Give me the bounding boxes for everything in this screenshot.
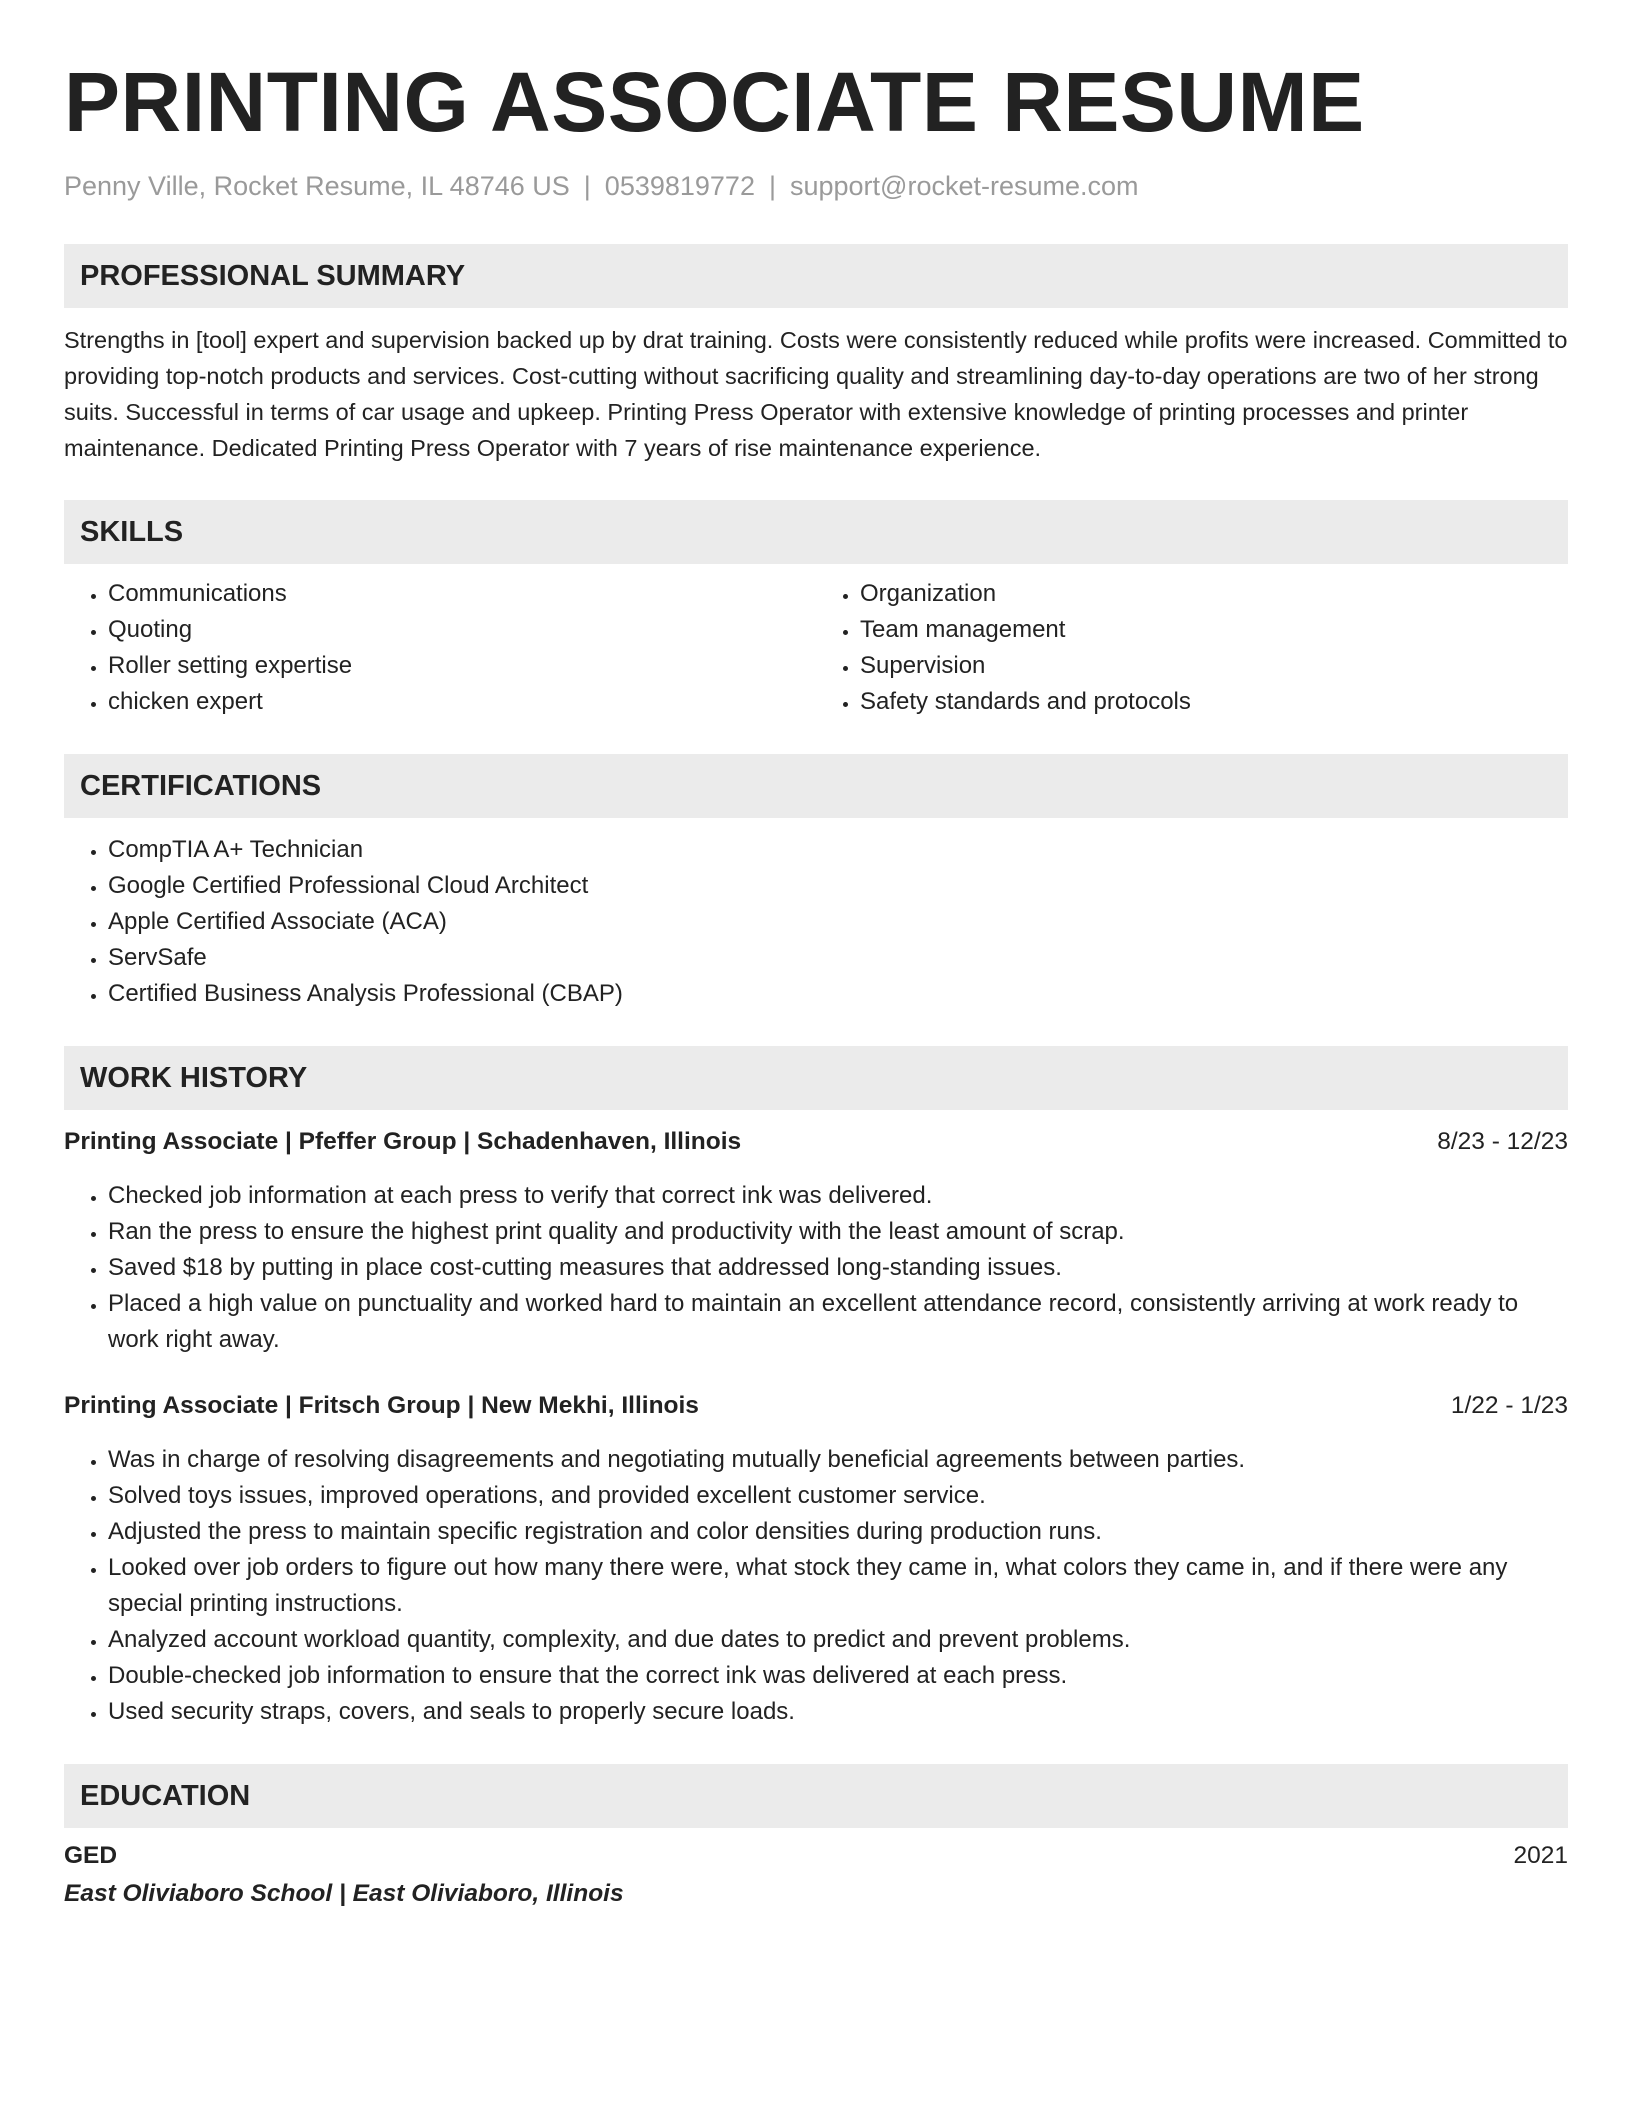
certification-item: • Google Certified Professional Cloud Architect — [108, 868, 1568, 904]
job-title: Printing Associate | Pfeffer Group | Schadenhaven, Illinois — [64, 1128, 742, 1155]
work-section — [64, 1046, 1568, 1730]
skill-item: • Quoting — [108, 612, 816, 648]
skill-item: • chicken expert — [108, 684, 816, 720]
job-bullet: • Looked over job orders to figure out how many there were, what stock they came in, what colors they came in, and if there were any special printing instructions. — [108, 1550, 1568, 1622]
summary-section — [64, 244, 1568, 466]
skill-item: • Organization — [860, 576, 1568, 612]
contact-separator: | — [583, 171, 591, 201]
certification-item: • CompTIA A+ Technician — [108, 832, 1568, 868]
education-body — [64, 1838, 1568, 1912]
skills-section — [64, 500, 1568, 720]
education-degree: GED — [64, 1842, 118, 1869]
skills-heading: SKILLS — [64, 500, 1568, 564]
skill-item: • Communications — [108, 576, 816, 612]
summary-body — [64, 322, 1568, 466]
skill-item: • Supervision — [860, 648, 1568, 684]
work-heading: WORK HISTORY — [64, 1046, 1568, 1110]
job-dates: 8/23 - 12/23 — [1437, 1128, 1568, 1155]
job-title: Printing Associate | Fritsch Group | New Mekhi, Illinois — [64, 1392, 699, 1419]
contact-address: Penny Ville, Rocket Resume, IL 48746 US — [64, 171, 570, 201]
certifications-body — [64, 832, 1568, 1012]
skill-item: • Roller setting expertise — [108, 648, 816, 684]
job-bullet: • Was in charge of resolving disagreements and negotiating mutually beneficial agreements between parties. — [108, 1442, 1568, 1478]
job-bullets — [64, 1442, 1568, 1730]
job-bullet: • Saved $18 by putting in place cost-cutting measures that addressed long-standing issues. — [108, 1250, 1568, 1286]
skills-list-left — [64, 576, 816, 720]
job-bullets — [64, 1178, 1568, 1358]
certification-item: • Certified Business Analysis Professional (CBAP) — [108, 976, 1568, 1012]
education-year: 2021 — [1513, 1842, 1568, 1869]
job-entry — [64, 1124, 1568, 1358]
page-title: PRINTING ASSOCIATE RESUME — [64, 55, 1365, 149]
certifications-heading: CERTIFICATIONS — [64, 754, 1568, 818]
certification-item: • ServSafe — [108, 940, 1568, 976]
certifications-section — [64, 754, 1568, 1012]
certifications-list — [64, 832, 1568, 1012]
job-bullet: • Ran the press to ensure the highest print quality and productivity with the least amount of scrap. — [108, 1214, 1568, 1250]
contact-email: support@rocket-resume.com — [789, 171, 1139, 201]
summary-text: Strengths in [tool] expert and supervision backed up by drat training. Costs were consistently reduced while profits were increased. Committed to providing top-notch products and services. Cost-cutting without sacrificing quality and streamlining day-to-day operations are two of her strong suits. Successful in terms of car usage and upkeep. Printing Press Operator with extensive knowledge of printing processes and printer maintenance. Dedicated Printing Press Operator with 7 years of rise maintenance experience. — [64, 327, 1568, 461]
education-header — [64, 1838, 1568, 1874]
job-dates: 1/22 - 1/23 — [1450, 1392, 1568, 1419]
job-bullet: • Double-checked job information to ensure that the correct ink was delivered at each press. — [108, 1658, 1568, 1694]
job-bullet: • Adjusted the press to maintain specific registration and color densities during production runs. — [108, 1514, 1568, 1550]
job-header — [64, 1124, 1568, 1160]
skills-list-right — [816, 576, 1568, 720]
education-heading: EDUCATION — [64, 1764, 1568, 1828]
job-header — [64, 1388, 1568, 1424]
job-bullet: • Placed a high value on punctuality and worked hard to maintain an excellent attendance record, consistently arriving at work ready to work right away. — [108, 1286, 1568, 1358]
job-bullet: • Solved toys issues, improved operations, and provided excellent customer service. — [108, 1478, 1568, 1514]
skill-item: • Safety standards and protocols — [860, 684, 1568, 720]
certification-item: • Apple Certified Associate (ACA) — [108, 904, 1568, 940]
job-entry — [64, 1388, 1568, 1730]
job-bullet: • Checked job information at each press to verify that correct ink was delivered. — [108, 1178, 1568, 1214]
skill-item: • Team management — [860, 612, 1568, 648]
education-school: East Oliviaboro School | East Oliviaboro, Illinois — [64, 1880, 624, 1907]
summary-heading: PROFESSIONAL SUMMARY — [64, 244, 1568, 308]
work-body — [64, 1124, 1568, 1730]
contact-separator: | — [768, 171, 776, 201]
job-bullet: • Used security straps, covers, and seals to properly secure loads. — [108, 1694, 1568, 1730]
education-section — [64, 1764, 1568, 1912]
contact-phone: 0539819772 — [604, 171, 755, 201]
job-bullet: • Analyzed account workload quantity, complexity, and due dates to predict and prevent problems. — [108, 1622, 1568, 1658]
contact-line — [64, 168, 1568, 204]
skills-grid — [64, 576, 1568, 720]
